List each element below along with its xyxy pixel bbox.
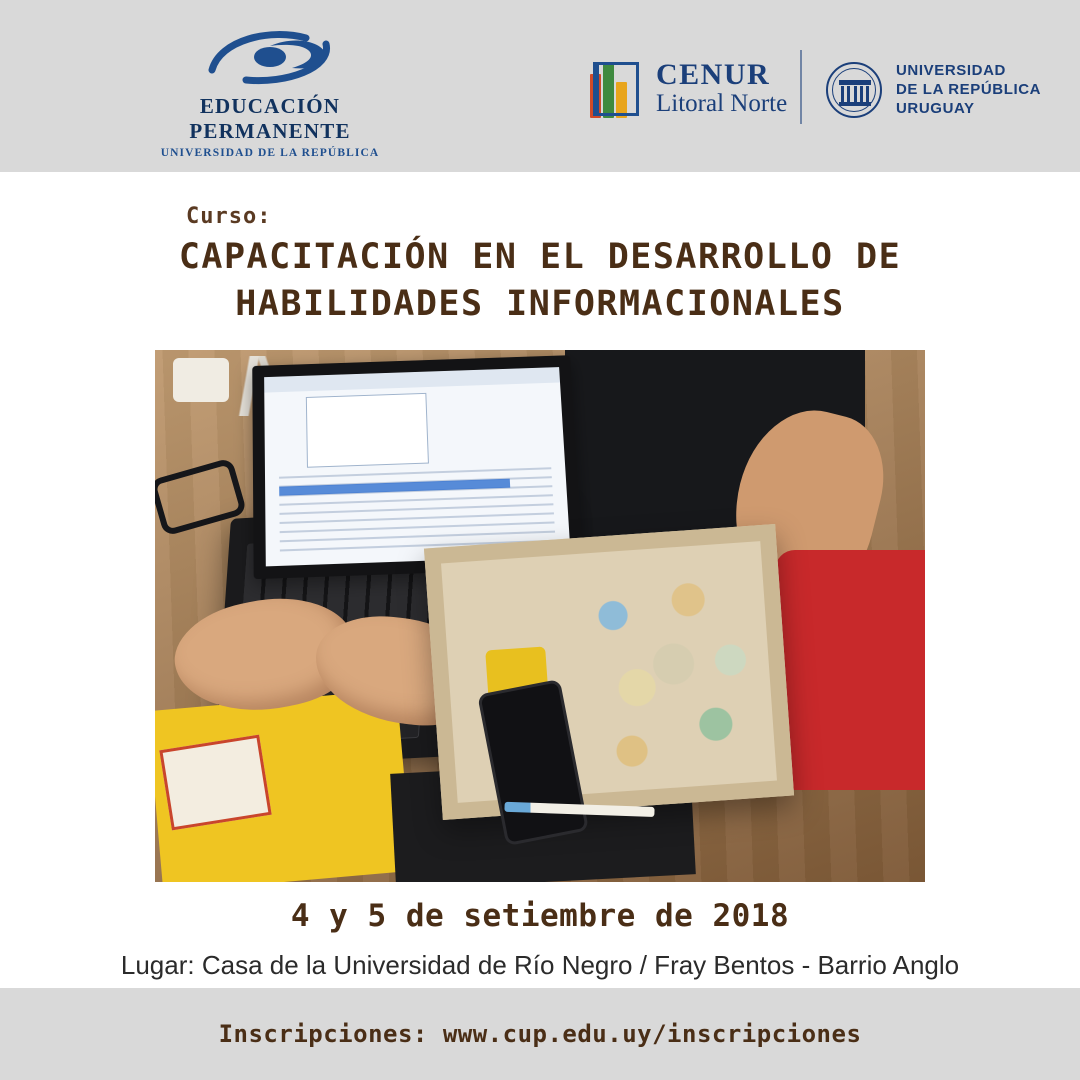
main-content: [0, 172, 1080, 988]
cenur-subtitle: Litoral Norte: [656, 90, 788, 117]
edu-logo-title: EDUCACIÓN PERMANENTE: [189, 94, 351, 143]
udelar-line2: DE LA REPÚBLICA: [896, 80, 1042, 98]
charger-detail: [173, 358, 229, 402]
footer-band: [0, 988, 1080, 1080]
udelar-seal-icon: [826, 62, 882, 118]
registration-info[interactable]: Inscripciones: www.cup.edu.uy/inscripciones: [218, 1020, 862, 1048]
page-title: [0, 234, 1080, 329]
header-band: [0, 0, 1080, 172]
swoosh-icon: [120, 24, 420, 90]
paper-note: [159, 735, 271, 831]
udelar-line3: URUGUAY: [896, 99, 975, 117]
cenur-logo: [590, 58, 787, 118]
cenur-title: CENUR: [656, 57, 771, 91]
course-label: Curso:: [186, 204, 272, 229]
title-line-2: HABILIDADES INFORMACIONALES: [235, 284, 845, 325]
person-red-shirt: [775, 550, 925, 790]
udelar-logo: [826, 62, 1041, 118]
course-photo: [155, 350, 925, 882]
educacion-permanente-logo: [120, 24, 420, 159]
header-divider: [800, 50, 802, 124]
event-place: Lugar: Casa de la Universidad de Río Negro / Fray Bentos - Barrio Anglo: [120, 950, 960, 980]
title-line-1: CAPACITACIÓN EN EL DESARROLLO DE: [178, 237, 902, 277]
cenur-books-icon: [590, 58, 642, 118]
puzzle-box: [424, 524, 794, 820]
event-date: 4 y 5 de setiembre de 2018: [290, 898, 790, 934]
udelar-line1: UNIVERSIDAD: [896, 62, 1006, 79]
edu-logo-subtitle: UNIVERSIDAD DE LA REPÚBLICA: [160, 147, 380, 159]
